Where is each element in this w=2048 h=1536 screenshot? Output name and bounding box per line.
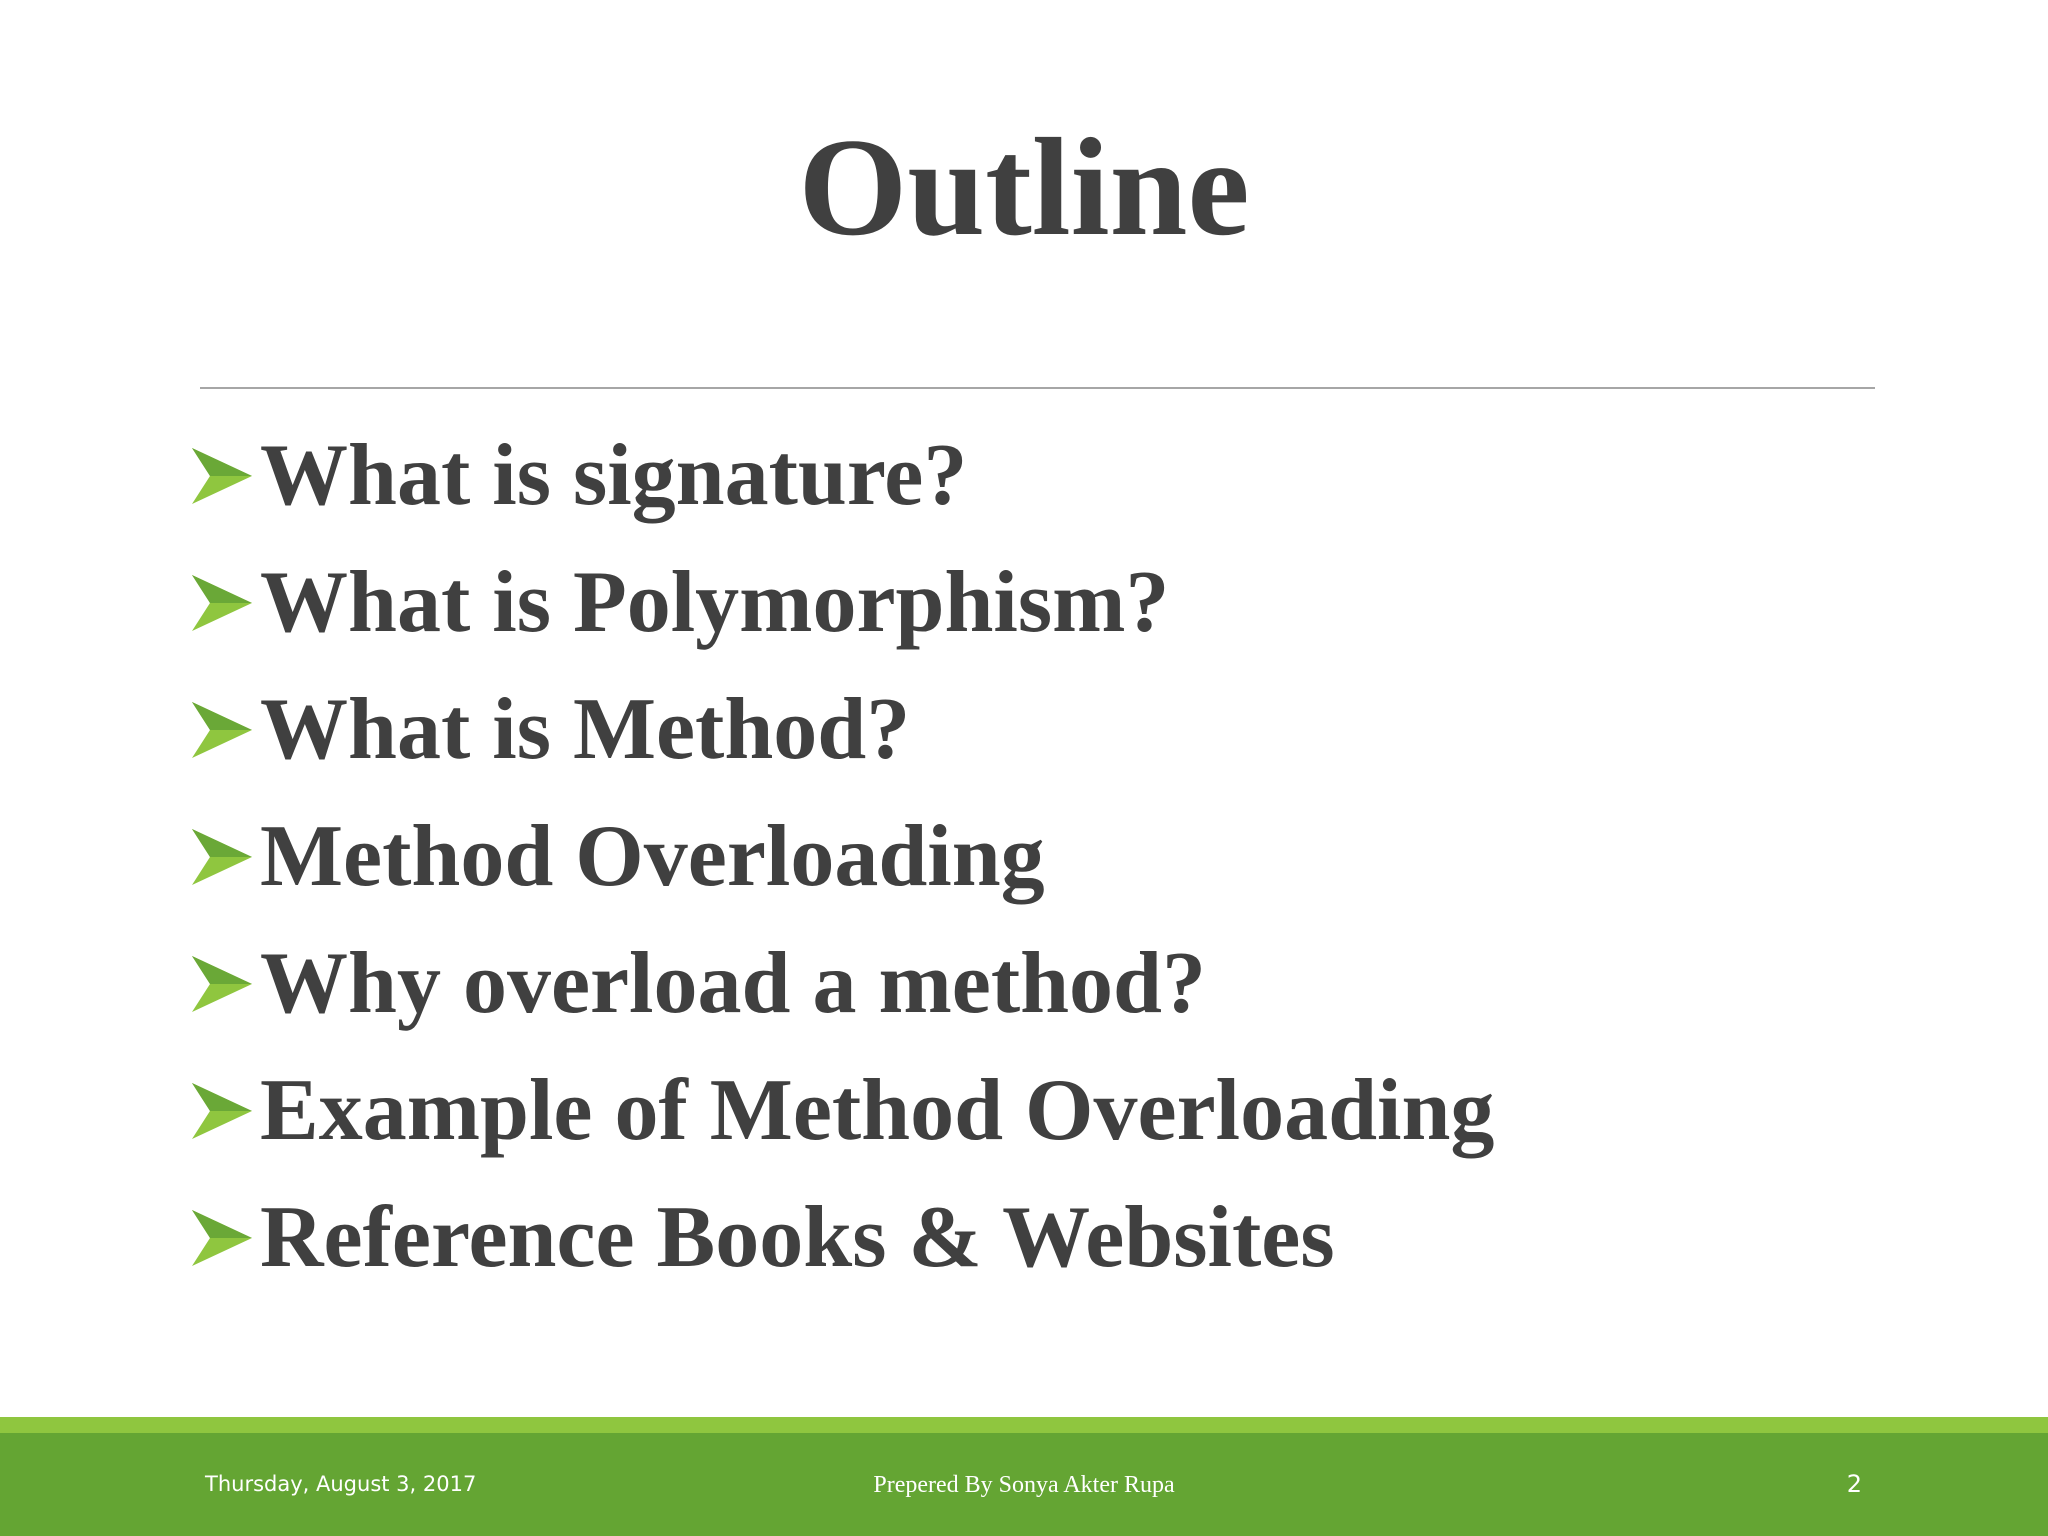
slide-title: Outline [798, 110, 1250, 265]
footer-date: Thursday, August 3, 2017 [205, 1472, 477, 1496]
bullet-text: What is Polymorphism? [260, 553, 1170, 651]
title-divider [200, 387, 1875, 389]
arrowhead-bullet-icon [190, 825, 254, 889]
page-number: 2 [1846, 1470, 1862, 1498]
bullet-text: Example of Method Overloading [260, 1061, 1495, 1159]
list-item [190, 1174, 1494, 1301]
list-item [190, 412, 1494, 539]
footer-accent-stripe [0, 1417, 2048, 1433]
arrowhead-bullet-icon [190, 444, 254, 508]
list-item [190, 539, 1494, 666]
arrowhead-bullet-icon [190, 1079, 254, 1143]
list-item [190, 666, 1494, 793]
arrowhead-bullet-icon [190, 571, 254, 635]
footer-author: Prepered By Sonya Akter Rupa [873, 1472, 1175, 1498]
bullet-text: What is Method? [260, 680, 911, 778]
bullet-text: Reference Books & Websites [260, 1188, 1335, 1286]
list-item [190, 1047, 1494, 1174]
bullet-text: Why overload a method? [260, 934, 1206, 1032]
outline-list [190, 412, 1494, 1301]
arrowhead-bullet-icon [190, 1206, 254, 1270]
arrowhead-bullet-icon [190, 952, 254, 1016]
list-item [190, 793, 1494, 920]
arrowhead-bullet-icon [190, 698, 254, 762]
list-item [190, 920, 1494, 1047]
bullet-text: What is signature? [260, 426, 968, 524]
bullet-text: Method Overloading [260, 807, 1045, 905]
